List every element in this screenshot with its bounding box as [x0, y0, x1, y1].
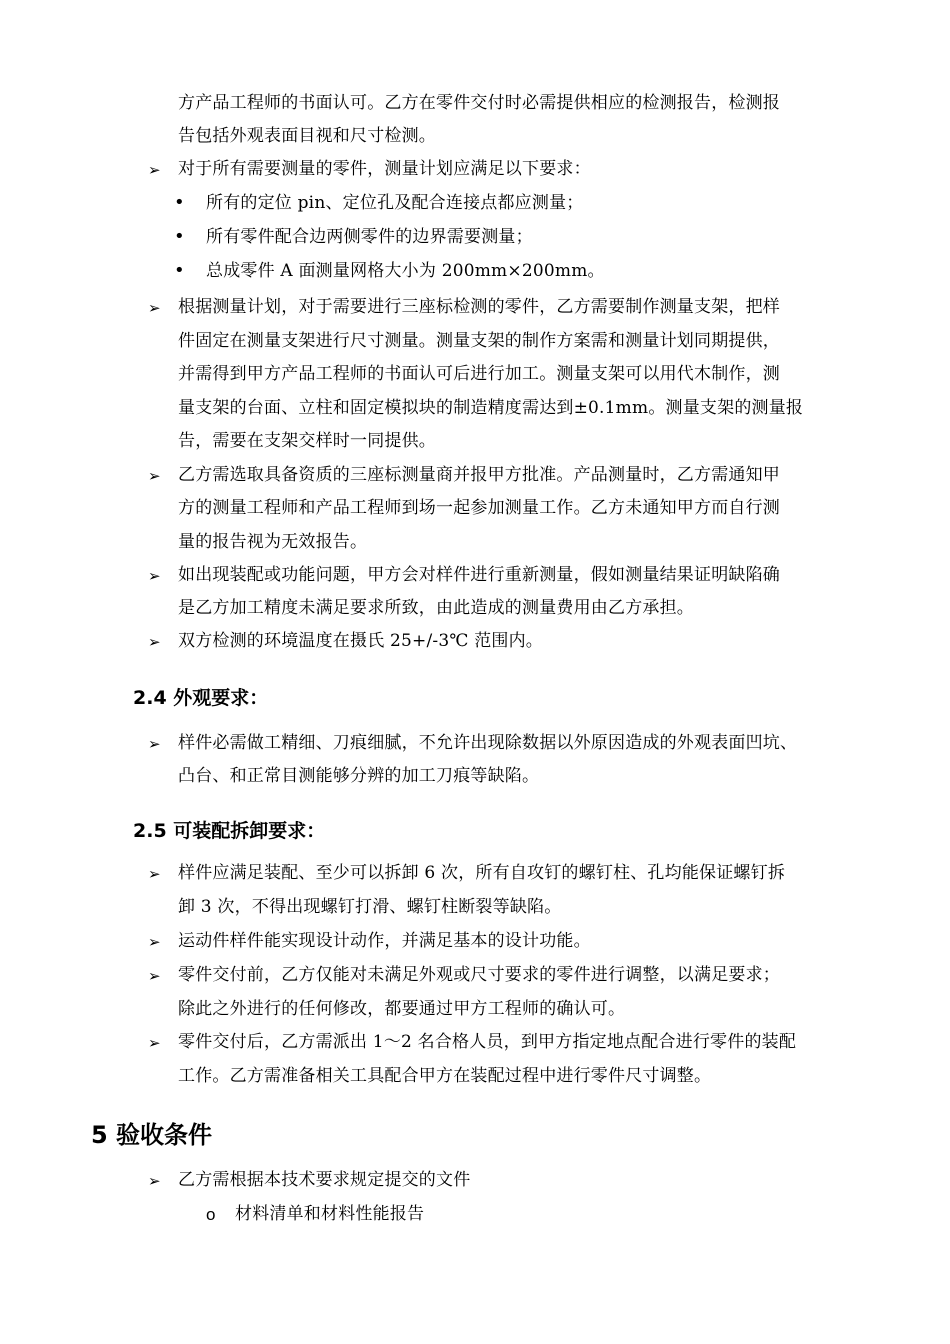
list-item-text: 量的报告视为无效报告。 [178, 532, 368, 552]
arrow-bullet-icon: ➢ [148, 735, 161, 753]
sub-list-item-text: 材料清单和材料性能报告 [235, 1204, 425, 1224]
sub-list-item-text: 所有零件配合边两侧零件的边界需要测量； [206, 227, 533, 247]
list-item-text: 运动件样件能实现设计动作，并满足基本的设计功能。 [178, 931, 591, 951]
sub-list-item-text: 所有的定位 pin、定位孔及配合连接点都应测量； [206, 193, 584, 213]
list-item-text: 是乙方加工精度未满足要求所致，由此造成的测量费用由乙方承担。 [178, 598, 694, 618]
list-item-text: 除此之外进行的任何修改，都要通过甲方工程师的确认可。 [178, 999, 626, 1019]
list-item-text: 并需得到甲方产品工程师的书面认可后进行加工。测量支架可以用代木制作，测 [178, 364, 780, 384]
list-item-text: 双方检测的环境温度在摄氏 25+/-3℃ 范围内。 [178, 631, 543, 651]
section-heading-2-5: 2.5 可装配拆卸要求： [133, 820, 326, 842]
round-bullet-icon: • [174, 226, 185, 247]
list-item-text: 对于所有需要测量的零件，测量计划应满足以下要求： [178, 159, 591, 179]
arrow-bullet-icon: ➢ [148, 299, 161, 317]
arrow-bullet-icon: ➢ [148, 467, 161, 485]
list-item-text: 量支架的台面、立柱和固定模拟块的制造精度需达到±0.1mm。测量支架的测量报 [178, 398, 804, 418]
round-bullet-icon: • [174, 260, 185, 281]
round-bullet-icon: • [174, 192, 185, 213]
list-item-text: 件固定在测量支架进行尺寸测量。测量支架的制作方案需和测量计划同期提供， [178, 331, 780, 351]
arrow-bullet-icon: ➢ [148, 567, 161, 585]
paragraph-line: 告包括外观表面目视和尺寸检测。 [178, 126, 436, 146]
list-item-text: 零件交付后，乙方需派出 1～2 名合格人员，到甲方指定地点配合进行零件的装配 [178, 1032, 797, 1052]
list-item-text: 告，需要在支架交样时一同提供。 [178, 431, 436, 451]
section-heading-2-4: 2.4 外观要求： [133, 687, 269, 709]
arrow-bullet-icon: ➢ [148, 967, 161, 985]
list-item-text: 乙方需选取具备资质的三座标测量商并报甲方批准。产品测量时，乙方需通知甲 [178, 465, 780, 485]
list-item-text: 样件必需做工精细、刀痕细腻，不允许出现除数据以外原因造成的外观表面凹坑、 [178, 733, 798, 753]
circle-bullet-icon: o [206, 1205, 216, 1224]
list-item-text: 如出现装配或功能问题，甲方会对样件进行重新测量，假如测量结果证明缺陷确 [178, 565, 780, 585]
list-item-text: 卸 3 次，不得出现螺钉打滑、螺钉柱断裂等缺陷。 [178, 897, 562, 917]
arrow-bullet-icon: ➢ [148, 933, 161, 951]
arrow-bullet-icon: ➢ [148, 633, 161, 651]
arrow-bullet-icon: ➢ [148, 865, 161, 883]
arrow-bullet-icon: ➢ [148, 1034, 161, 1052]
arrow-bullet-icon: ➢ [148, 1172, 161, 1190]
list-item-text: 样件应满足装配、至少可以拆卸 6 次，所有自攻钉的螺钉柱、孔均能保证螺钉拆 [178, 863, 786, 883]
list-item-text: 工作。乙方需准备相关工具配合甲方在装配过程中进行零件尺寸调整。 [178, 1066, 712, 1086]
sub-list-item-text: 总成零件 A 面测量网格大小为 200mm×200mm。 [206, 261, 605, 281]
section-heading-5: 5 验收条件 [91, 1121, 213, 1149]
list-item-text: 乙方需根据本技术要求规定提交的文件 [178, 1170, 471, 1190]
list-item-text: 方的测量工程师和产品工程师到场一起参加测量工作。乙方未通知甲方而自行测 [178, 498, 780, 518]
paragraph-line: 方产品工程师的书面认可。乙方在零件交付时必需提供相应的检测报告，检测报 [178, 93, 780, 113]
list-item-text: 根据测量计划，对于需要进行三座标检测的零件，乙方需要制作测量支架，把样 [178, 297, 780, 317]
list-item-text: 凸台、和正常目测能够分辨的加工刀痕等缺陷。 [178, 766, 540, 786]
arrow-bullet-icon: ➢ [148, 161, 161, 179]
list-item-text: 零件交付前，乙方仅能对未满足外观或尺寸要求的零件进行调整，以满足要求； [178, 965, 780, 985]
